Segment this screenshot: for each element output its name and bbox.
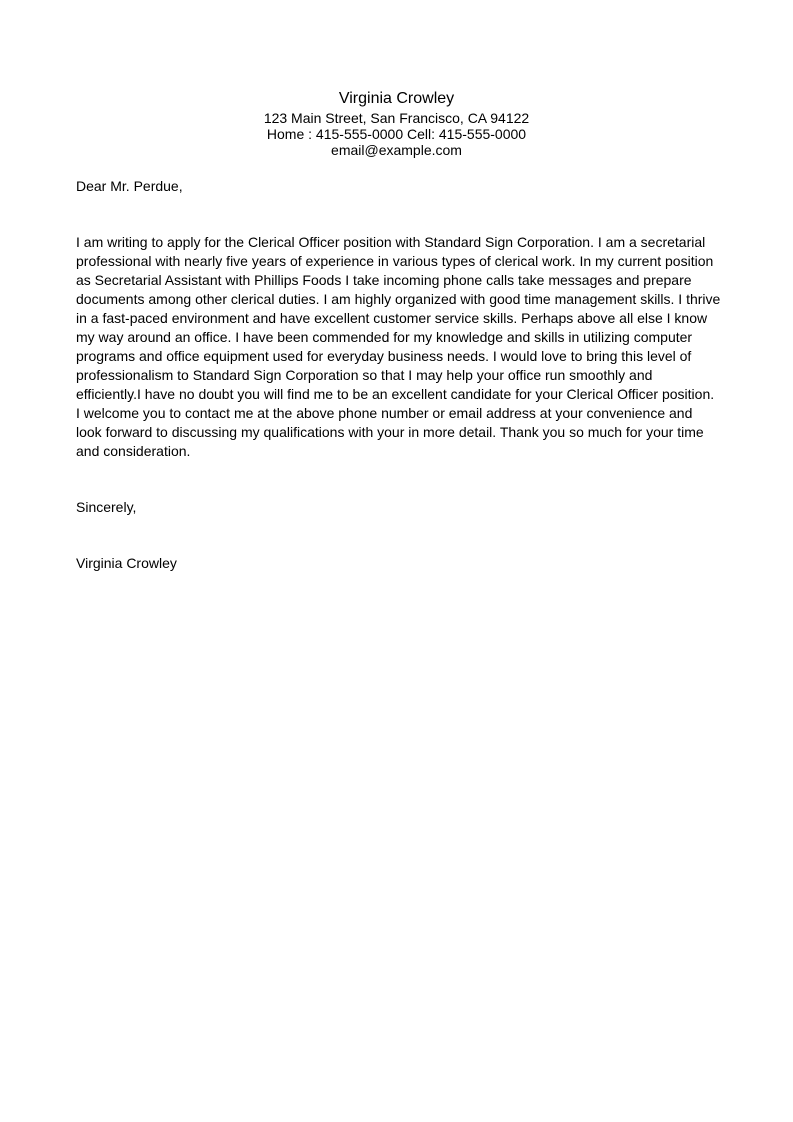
sender-phones: Home : 415-555-0000 Cell: 415-555-0000 <box>266 126 527 142</box>
letter-body-paragraph: I am writing to apply for the Clerical Officer position with Standard Sign Corporation. I am a secretarial professional with nearly five years of experience in various types of clerical work. In my current position as Secretarial Assistant with Phillips Foods I take incoming phone calls take messages and prepare documents among other clerical duties. I am highly organized with good time management skills. I thrive in a fast-paced environment and have excellent customer service skills. Perhaps above all else I know my way around an office. I have been commended for my knowledge and skills in utilizing computer programs and office equipment used for everyday business needs. I would love to bring this level of professionalism to Standard Sign Corporation so that I may help your office run smoothly and efficiently.I have no doubt you will find me to be an excellent candidate for your Clerical Officer position. I welcome you to contact me at the above phone number or email address at your convenience and look forward to discussing my qualifications with your in more detail. Thank you so much for your time and consideration. <box>76 234 721 459</box>
letter-salutation: Dear Mr. Perdue, <box>76 178 183 194</box>
sender-address: 123 Main Street, San Francisco, CA 94122 <box>263 110 530 126</box>
letter-signature: Virginia Crowley <box>76 555 177 571</box>
sender-email: email@example.com <box>331 142 462 158</box>
sender-name: Virginia Crowley <box>338 90 455 107</box>
letter-header <box>0 88 793 158</box>
letter-closing: Sincerely, <box>76 499 137 515</box>
